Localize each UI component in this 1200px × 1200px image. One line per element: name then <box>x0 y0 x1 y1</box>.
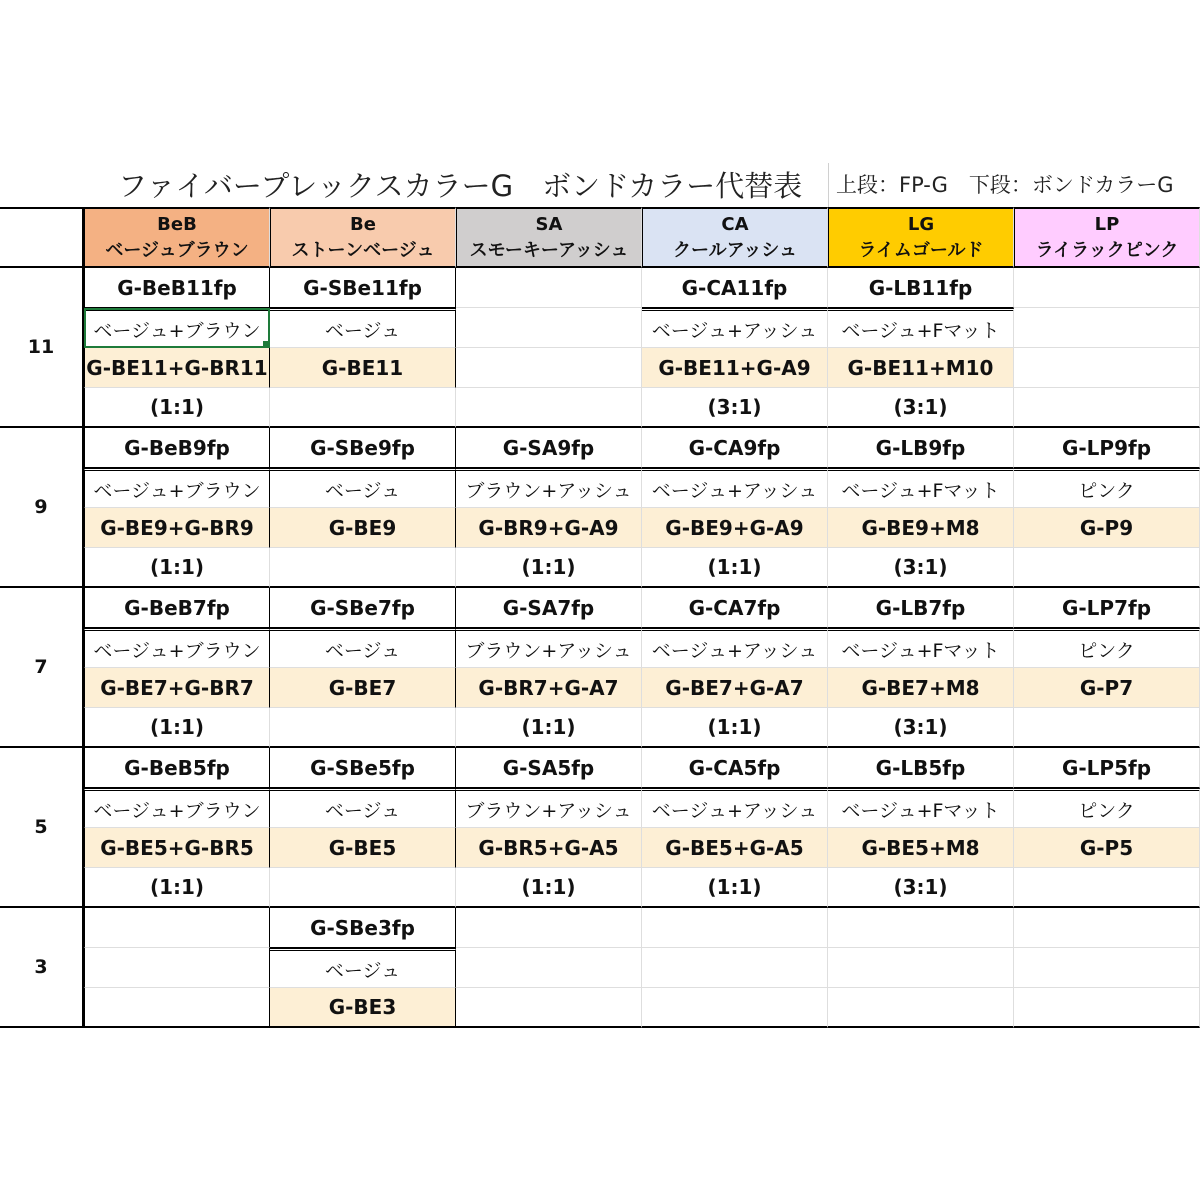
ratio-cell[interactable]: (1:1) <box>642 868 828 908</box>
ratio-cell[interactable]: (3:1) <box>828 548 1014 588</box>
mix-description-cell[interactable]: ピンク <box>1014 628 1200 668</box>
bond-code-cell[interactable]: G-BE9+M8 <box>828 508 1014 548</box>
bond-code-cell[interactable] <box>828 988 1014 1028</box>
mix-description-cell[interactable]: ベージュ+ブラウン <box>84 628 270 668</box>
mix-description-cell[interactable]: ベージュ+アッシュ <box>642 308 828 348</box>
fp-code-cell[interactable]: G-BeB5fp <box>84 748 270 788</box>
bond-code-cell[interactable]: G-BE3 <box>270 988 456 1028</box>
mix-description-cell[interactable] <box>456 948 642 988</box>
fp-code-cell[interactable] <box>1014 908 1200 948</box>
row-label-7[interactable]: 7 <box>0 588 84 748</box>
mix-description-cell[interactable]: ベージュ <box>270 468 456 508</box>
bond-code-cell[interactable]: G-BE7+G-BR7 <box>84 668 270 708</box>
column-code: SA <box>535 213 563 235</box>
bond-code-cell[interactable]: G-BE7+G-A7 <box>642 668 828 708</box>
mix-description-cell[interactable]: ピンク <box>1014 468 1200 508</box>
ratio-cell[interactable]: (1:1) <box>456 708 642 748</box>
ratio-cell[interactable]: (1:1) <box>84 868 270 908</box>
bond-code-cell[interactable]: G-BE9 <box>270 508 456 548</box>
mix-description-cell[interactable]: ベージュ <box>270 948 456 988</box>
ratio-cell[interactable]: (1:1) <box>84 708 270 748</box>
ratio-cell[interactable] <box>1014 388 1200 428</box>
mix-description-cell[interactable]: ベージュ+ブラウン <box>84 308 270 348</box>
mix-description-cell[interactable]: ベージュ+ブラウン <box>84 468 270 508</box>
mix-description-cell[interactable]: ベージュ+Fマット <box>828 788 1014 828</box>
ratio-cell[interactable]: (3:1) <box>828 868 1014 908</box>
bond-code-cell[interactable]: G-BE7+M8 <box>828 668 1014 708</box>
fp-code-cell[interactable]: G-BeB11fp <box>84 268 270 308</box>
mix-description-cell[interactable]: ベージュ+ブラウン <box>84 788 270 828</box>
mix-description-cell[interactable]: ベージュ <box>270 628 456 668</box>
column-code: Be <box>350 213 376 235</box>
bond-code-cell[interactable]: G-BE11+G-BR11 <box>84 348 270 388</box>
ratio-cell[interactable]: (1:1) <box>642 548 828 588</box>
header-corner[interactable] <box>0 207 84 268</box>
ratio-cell[interactable] <box>270 548 456 588</box>
fp-code-cell[interactable]: G-SBe3fp <box>270 908 456 948</box>
bond-code-cell[interactable]: G-BE11+M10 <box>828 348 1014 388</box>
fp-code-cell[interactable]: G-BeB7fp <box>84 588 270 628</box>
fp-code-cell[interactable]: G-BeB9fp <box>84 428 270 468</box>
row-label-5[interactable]: 5 <box>0 748 84 908</box>
ratio-cell[interactable] <box>1014 548 1200 588</box>
row-label-11[interactable]: 11 <box>0 268 84 428</box>
ratio-cell[interactable]: (1:1) <box>456 548 642 588</box>
column-header-ca[interactable] <box>642 207 828 268</box>
fp-code-cell[interactable]: G-SBe11fp <box>270 268 456 308</box>
mix-description-cell[interactable]: ベージュ+アッシュ <box>642 788 828 828</box>
ratio-cell[interactable] <box>270 868 456 908</box>
fp-code-cell[interactable]: G-LB9fp <box>828 428 1014 468</box>
bond-code-cell[interactable]: G-BE7 <box>270 668 456 708</box>
bond-code-cell[interactable]: G-BE11 <box>270 348 456 388</box>
mix-description-cell[interactable]: ベージュ+アッシュ <box>642 468 828 508</box>
ratio-cell[interactable]: (1:1) <box>456 868 642 908</box>
column-header-sa[interactable] <box>456 207 642 268</box>
fp-code-cell[interactable]: G-SBe7fp <box>270 588 456 628</box>
fp-code-cell[interactable] <box>1014 268 1200 308</box>
bond-code-cell[interactable]: G-BE5+G-BR5 <box>84 828 270 868</box>
row-label-9[interactable]: 9 <box>0 428 84 588</box>
mix-description-cell[interactable] <box>1014 308 1200 348</box>
column-code: BeB <box>157 213 197 235</box>
mix-description-cell[interactable]: ベージュ <box>270 308 456 348</box>
column-name: ライムゴールド <box>858 239 984 261</box>
row-label-3[interactable]: 3 <box>0 908 84 1028</box>
ratio-cell[interactable] <box>1014 868 1200 908</box>
column-header-lg[interactable] <box>828 207 1014 268</box>
mix-description-cell[interactable]: ブラウン+アッシュ <box>456 788 642 828</box>
column-header-be[interactable] <box>270 207 456 268</box>
ratio-cell[interactable]: (1:1) <box>84 388 270 428</box>
bond-code-cell[interactable]: G-BR5+G-A5 <box>456 828 642 868</box>
fp-code-cell[interactable]: G-LB5fp <box>828 748 1014 788</box>
bond-code-cell[interactable]: G-BE5 <box>270 828 456 868</box>
mix-description-cell[interactable] <box>84 948 270 988</box>
fp-code-cell[interactable] <box>642 908 828 948</box>
fp-code-cell[interactable]: G-SA5fp <box>456 748 642 788</box>
bond-code-cell[interactable]: G-BE9+G-BR9 <box>84 508 270 548</box>
column-name: ライラックピンク <box>1035 239 1179 261</box>
fp-code-cell[interactable]: G-SBe5fp <box>270 748 456 788</box>
fp-code-cell[interactable]: G-CA11fp <box>642 268 828 308</box>
fp-code-cell[interactable]: G-SA7fp <box>456 588 642 628</box>
bond-code-cell[interactable] <box>456 348 642 388</box>
mix-description-cell[interactable]: ベージュ+Fマット <box>828 628 1014 668</box>
ratio-cell[interactable] <box>270 388 456 428</box>
ratio-cell[interactable]: (1:1) <box>84 548 270 588</box>
column-name: ベージュブラウン <box>105 239 249 261</box>
fp-code-cell[interactable]: G-CA5fp <box>642 748 828 788</box>
fp-code-cell[interactable]: G-CA7fp <box>642 588 828 628</box>
mix-description-cell[interactable]: ベージュ+Fマット <box>828 308 1014 348</box>
column-name: クールアッシュ <box>672 239 798 261</box>
column-header-lp[interactable] <box>1014 207 1200 268</box>
ratio-cell[interactable]: (1:1) <box>642 708 828 748</box>
ratio-cell[interactable] <box>456 388 642 428</box>
bond-code-cell[interactable] <box>642 988 828 1028</box>
bond-code-cell[interactable]: G-P5 <box>1014 828 1200 868</box>
bond-code-cell[interactable]: G-BR7+G-A7 <box>456 668 642 708</box>
mix-description-cell[interactable]: ブラウン+アッシュ <box>456 468 642 508</box>
ratio-cell[interactable]: (3:1) <box>642 388 828 428</box>
bond-code-cell[interactable]: G-BE11+G-A9 <box>642 348 828 388</box>
bond-code-cell[interactable]: G-P7 <box>1014 668 1200 708</box>
mix-description-cell[interactable]: ベージュ <box>270 788 456 828</box>
fp-code-cell[interactable]: G-CA9fp <box>642 428 828 468</box>
fp-code-cell[interactable]: G-SA9fp <box>456 428 642 468</box>
mix-description-cell[interactable] <box>642 948 828 988</box>
bond-code-cell[interactable] <box>1014 348 1200 388</box>
ratio-cell[interactable] <box>1014 708 1200 748</box>
bond-code-cell[interactable] <box>1014 988 1200 1028</box>
sheet-title: ファイバープレックスカラーG ボンドカラー代替表 <box>118 169 803 203</box>
mix-description-cell[interactable] <box>828 948 1014 988</box>
bond-code-cell[interactable]: G-BE5+G-A5 <box>642 828 828 868</box>
ratio-cell[interactable] <box>270 708 456 748</box>
bond-code-cell[interactable]: G-BR9+G-A9 <box>456 508 642 548</box>
bond-code-cell[interactable]: G-BE5+M8 <box>828 828 1014 868</box>
column-code: LG <box>907 213 935 235</box>
fp-code-cell[interactable] <box>456 908 642 948</box>
fp-code-cell[interactable]: G-LP5fp <box>1014 748 1200 788</box>
fp-code-cell[interactable] <box>84 908 270 948</box>
mix-description-cell[interactable] <box>1014 948 1200 988</box>
mix-description-cell[interactable]: ピンク <box>1014 788 1200 828</box>
mix-description-cell[interactable]: ベージュ+アッシュ <box>642 628 828 668</box>
bond-code-cell[interactable] <box>84 988 270 1028</box>
legend-note: 上段：FP-G 下段：ボンドカラーG <box>828 163 1200 207</box>
fp-code-cell[interactable]: G-LP9fp <box>1014 428 1200 468</box>
mix-description-cell[interactable]: ブラウン+アッシュ <box>456 628 642 668</box>
fp-code-cell[interactable]: G-LB7fp <box>828 588 1014 628</box>
bond-code-cell[interactable]: G-BE9+G-A9 <box>642 508 828 548</box>
bond-code-cell[interactable] <box>456 988 642 1028</box>
fp-code-cell[interactable]: G-SBe9fp <box>270 428 456 468</box>
fp-code-cell[interactable] <box>456 268 642 308</box>
column-name: ストーンベージュ <box>291 239 435 261</box>
column-header-beb[interactable] <box>84 207 270 268</box>
ratio-cell[interactable]: (3:1) <box>828 708 1014 748</box>
bond-code-cell[interactable]: G-P9 <box>1014 508 1200 548</box>
ratio-cell[interactable]: (3:1) <box>828 388 1014 428</box>
column-code: LP <box>1094 213 1120 235</box>
fp-code-cell[interactable] <box>828 908 1014 948</box>
fp-code-cell[interactable]: G-LB11fp <box>828 268 1014 308</box>
mix-description-cell[interactable]: ベージュ+Fマット <box>828 468 1014 508</box>
mix-description-cell[interactable] <box>456 308 642 348</box>
column-name: スモーキーアッシュ <box>469 239 629 261</box>
fp-code-cell[interactable]: G-LP7fp <box>1014 588 1200 628</box>
column-code: CA <box>721 213 749 235</box>
substitution-table <box>0 207 1200 1104</box>
